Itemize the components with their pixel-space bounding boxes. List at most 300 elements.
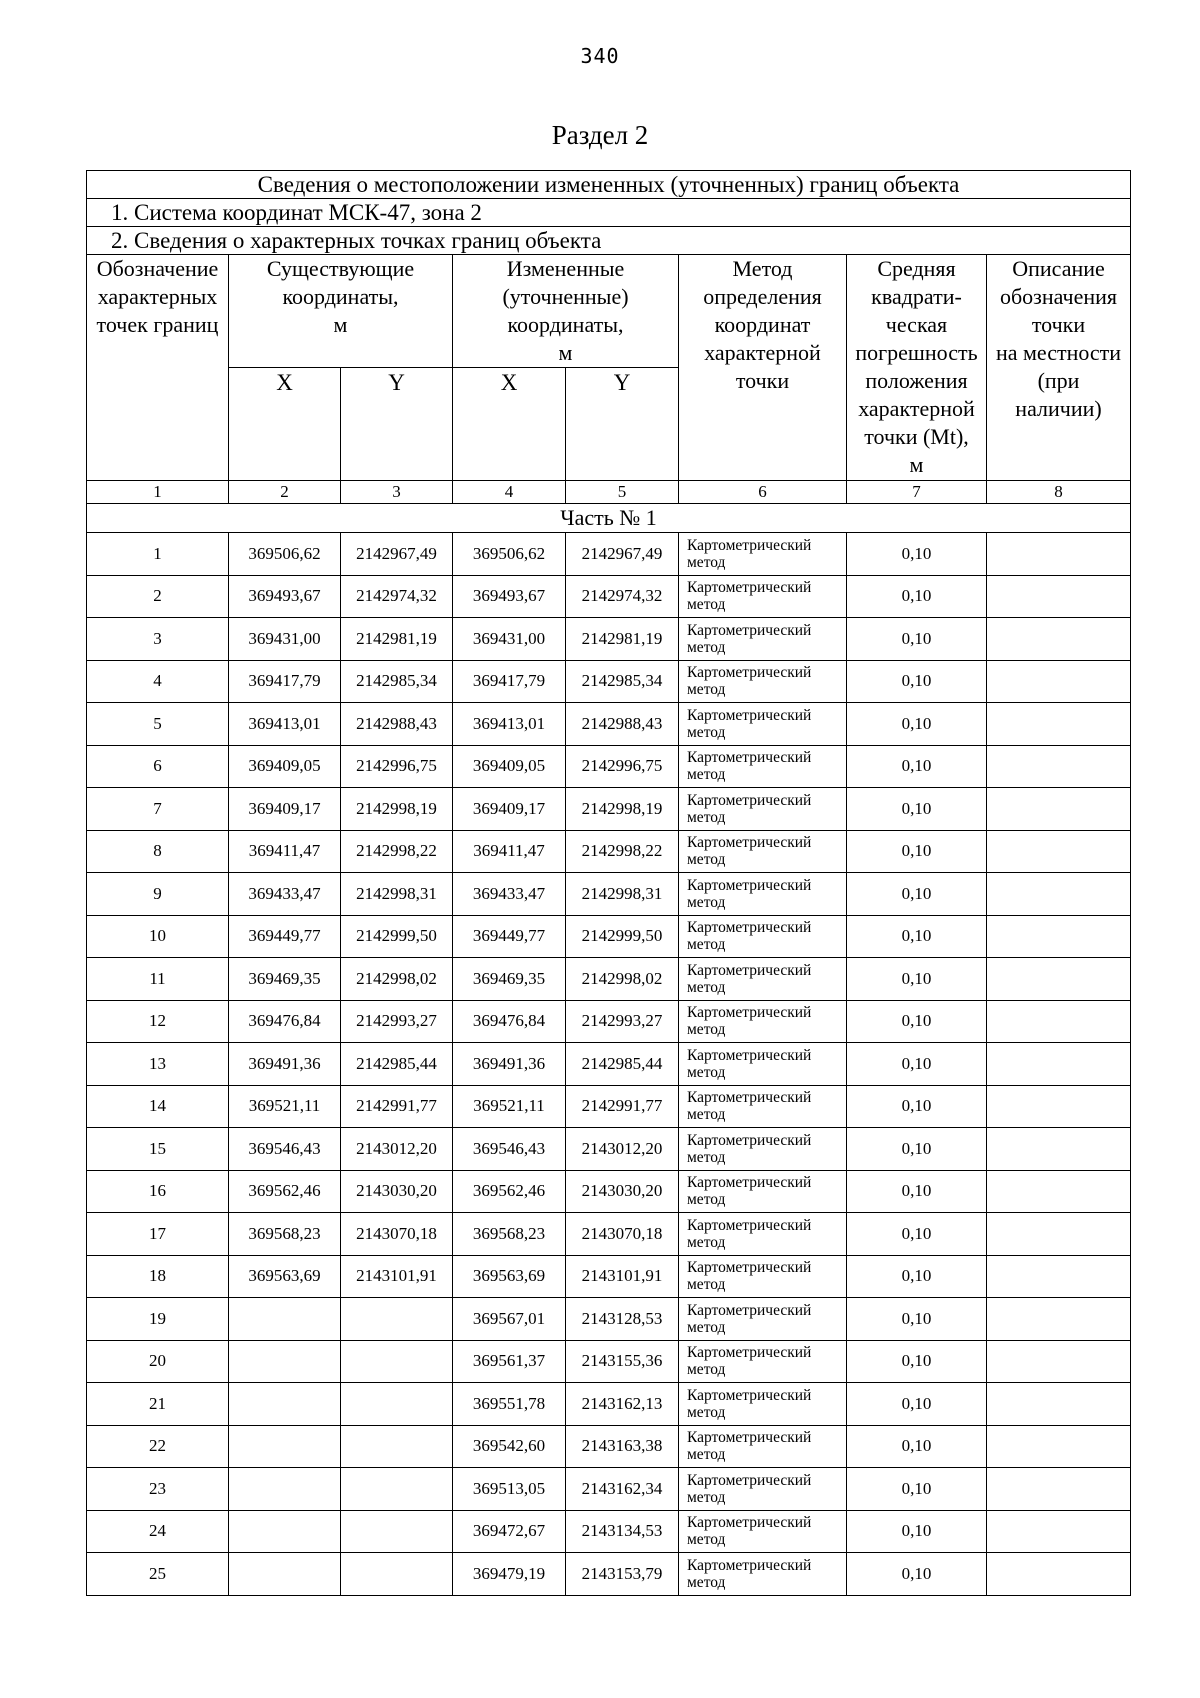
method-line: метод bbox=[687, 808, 726, 826]
page-number: 340 bbox=[580, 44, 620, 68]
header-line: Описание bbox=[1012, 256, 1105, 281]
existing-x-cell: 369546,43 bbox=[229, 1128, 341, 1171]
header-changed-coords bbox=[453, 255, 679, 368]
changed-y-cell: 2143162,34 bbox=[566, 1468, 679, 1511]
error-value-cell: 0,10 bbox=[847, 745, 987, 788]
changed-x-cell: 369561,37 bbox=[453, 1340, 566, 1383]
method-line: Картометрический bbox=[687, 664, 812, 682]
method-cell bbox=[679, 745, 847, 788]
method-cell bbox=[679, 618, 847, 661]
changed-y-cell: 2143128,53 bbox=[566, 1298, 679, 1341]
table-row bbox=[87, 1425, 1131, 1468]
header-designation bbox=[87, 255, 229, 481]
method-cell bbox=[679, 830, 847, 873]
error-value-cell: 0,10 bbox=[847, 660, 987, 703]
method-line: метод bbox=[687, 681, 726, 699]
changed-x-cell: 369472,67 bbox=[453, 1510, 566, 1553]
header-line: характерных bbox=[97, 284, 218, 309]
description-cell bbox=[987, 1000, 1131, 1043]
description-cell bbox=[987, 533, 1131, 576]
existing-y-cell: 2143012,20 bbox=[341, 1128, 453, 1171]
point-number-cell: 12 bbox=[87, 1000, 229, 1043]
method-cell bbox=[679, 703, 847, 746]
existing-y-cell: 2142993,27 bbox=[341, 1000, 453, 1043]
existing-y-cell: 2142985,44 bbox=[341, 1043, 453, 1086]
point-number-cell: 10 bbox=[87, 915, 229, 958]
method-line: Картометрический bbox=[687, 579, 812, 597]
existing-y-cell bbox=[341, 1425, 453, 1468]
header-method bbox=[679, 255, 847, 481]
existing-x-cell bbox=[229, 1468, 341, 1511]
header-line: погрешность bbox=[855, 340, 978, 365]
existing-x-cell bbox=[229, 1383, 341, 1426]
description-cell bbox=[987, 830, 1131, 873]
point-number-cell: 14 bbox=[87, 1085, 229, 1128]
description-cell bbox=[987, 1255, 1131, 1298]
method-cell bbox=[679, 873, 847, 916]
existing-y-cell bbox=[341, 1553, 453, 1596]
method-cell bbox=[679, 1383, 847, 1426]
existing-y-cell: 2142998,02 bbox=[341, 958, 453, 1001]
header-existing-coords bbox=[229, 255, 453, 368]
header-line: (уточненные) bbox=[502, 284, 629, 309]
point-number-cell: 13 bbox=[87, 1043, 229, 1086]
changed-y-cell: 2142998,02 bbox=[566, 958, 679, 1001]
error-value-cell: 0,10 bbox=[847, 618, 987, 661]
error-value-cell: 0,10 bbox=[847, 1510, 987, 1553]
existing-x-cell: 369562,46 bbox=[229, 1170, 341, 1213]
method-line: метод bbox=[687, 851, 726, 869]
point-number-cell: 18 bbox=[87, 1255, 229, 1298]
method-line: метод bbox=[687, 1488, 726, 1506]
method-line: Картометрический bbox=[687, 919, 812, 937]
point-number-cell: 21 bbox=[87, 1383, 229, 1426]
changed-x-cell: 369413,01 bbox=[453, 703, 566, 746]
coordinate-system-row: 1. Система координат МСК-47, зона 2 bbox=[87, 199, 1131, 227]
table-row bbox=[87, 873, 1131, 916]
header-line: Метод bbox=[732, 256, 793, 281]
point-number-cell: 2 bbox=[87, 575, 229, 618]
changed-y-cell: 2143030,20 bbox=[566, 1170, 679, 1213]
existing-x-cell: 369409,17 bbox=[229, 788, 341, 831]
method-line: Картометрический bbox=[687, 536, 812, 554]
changed-x-cell: 369417,79 bbox=[453, 660, 566, 703]
point-number-cell: 1 bbox=[87, 533, 229, 576]
method-line: метод bbox=[687, 1191, 726, 1209]
header-line: м bbox=[333, 312, 348, 337]
changed-x-cell: 369409,05 bbox=[453, 745, 566, 788]
table-row bbox=[87, 575, 1131, 618]
column-number: 4 bbox=[453, 481, 566, 504]
header-line: на местности bbox=[995, 340, 1122, 365]
header-line: Существующие bbox=[266, 256, 415, 281]
table-row bbox=[87, 1213, 1131, 1256]
description-cell bbox=[987, 915, 1131, 958]
point-number-cell: 16 bbox=[87, 1170, 229, 1213]
description-cell bbox=[987, 1298, 1131, 1341]
table-row bbox=[87, 1255, 1131, 1298]
table-row bbox=[87, 915, 1131, 958]
error-value-cell: 0,10 bbox=[847, 1298, 987, 1341]
description-cell bbox=[987, 745, 1131, 788]
changed-x-cell: 369493,67 bbox=[453, 575, 566, 618]
header-line: координаты, bbox=[507, 312, 624, 337]
method-line: метод bbox=[687, 1531, 726, 1549]
changed-y-cell: 2142993,27 bbox=[566, 1000, 679, 1043]
changed-y-cell: 2142981,19 bbox=[566, 618, 679, 661]
method-cell bbox=[679, 1553, 847, 1596]
method-line: Картометрический bbox=[687, 1301, 812, 1319]
point-number-cell: 20 bbox=[87, 1340, 229, 1383]
method-cell bbox=[679, 1340, 847, 1383]
existing-x-cell: 369431,00 bbox=[229, 618, 341, 661]
changed-x-cell: 369513,05 bbox=[453, 1468, 566, 1511]
error-value-cell: 0,10 bbox=[847, 1553, 987, 1596]
method-line: Картометрический bbox=[687, 961, 812, 979]
changed-y-cell: 2142996,75 bbox=[566, 745, 679, 788]
coordinates-table bbox=[86, 170, 1131, 1596]
changed-x-cell: 369506,62 bbox=[453, 533, 566, 576]
error-value-cell: 0,10 bbox=[847, 1000, 987, 1043]
changed-y-cell: 2143070,18 bbox=[566, 1213, 679, 1256]
changed-x-cell: 369521,11 bbox=[453, 1085, 566, 1128]
changed-x-cell: 369567,01 bbox=[453, 1298, 566, 1341]
method-line: метод bbox=[687, 1573, 726, 1591]
existing-x-cell: 369417,79 bbox=[229, 660, 341, 703]
table-row bbox=[87, 1085, 1131, 1128]
existing-x-cell: 369563,69 bbox=[229, 1255, 341, 1298]
point-number-cell: 23 bbox=[87, 1468, 229, 1511]
point-number-cell: 5 bbox=[87, 703, 229, 746]
changed-x-cell: 369542,60 bbox=[453, 1425, 566, 1468]
method-line: метод bbox=[687, 1276, 726, 1294]
changed-y-cell: 2142988,43 bbox=[566, 703, 679, 746]
column-number: 6 bbox=[679, 481, 847, 504]
existing-y-cell bbox=[341, 1340, 453, 1383]
description-cell bbox=[987, 1510, 1131, 1553]
method-cell bbox=[679, 575, 847, 618]
method-line: метод bbox=[687, 1063, 726, 1081]
changed-y-cell: 2142998,22 bbox=[566, 830, 679, 873]
description-cell bbox=[987, 788, 1131, 831]
method-line: Картометрический bbox=[687, 1131, 812, 1149]
point-number-cell: 22 bbox=[87, 1425, 229, 1468]
column-number: 5 bbox=[566, 481, 679, 504]
changed-y-cell: 2143012,20 bbox=[566, 1128, 679, 1171]
header-line: ческая bbox=[885, 312, 948, 337]
existing-y-cell: 2142985,34 bbox=[341, 660, 453, 703]
point-number-cell: 15 bbox=[87, 1128, 229, 1171]
method-cell bbox=[679, 1468, 847, 1511]
method-line: Картометрический bbox=[687, 1344, 812, 1362]
method-line: Картометрический bbox=[687, 1429, 812, 1447]
existing-x-cell: 369411,47 bbox=[229, 830, 341, 873]
existing-x-cell: 369476,84 bbox=[229, 1000, 341, 1043]
changed-y-cell: 2142991,77 bbox=[566, 1085, 679, 1128]
existing-x-cell: 369506,62 bbox=[229, 533, 341, 576]
method-cell bbox=[679, 1425, 847, 1468]
error-value-cell: 0,10 bbox=[847, 915, 987, 958]
point-number-cell: 9 bbox=[87, 873, 229, 916]
error-value-cell: 0,10 bbox=[847, 873, 987, 916]
header-line: наличии) bbox=[1015, 396, 1102, 421]
existing-x-cell: 369568,23 bbox=[229, 1213, 341, 1256]
existing-x-cell bbox=[229, 1510, 341, 1553]
method-line: метод bbox=[687, 1106, 726, 1124]
error-value-cell: 0,10 bbox=[847, 1043, 987, 1086]
header-line: координат bbox=[714, 312, 811, 337]
header-changed-y: Y bbox=[566, 368, 679, 481]
changed-x-cell: 369491,36 bbox=[453, 1043, 566, 1086]
description-cell bbox=[987, 873, 1131, 916]
header-error bbox=[847, 255, 987, 481]
point-number-cell: 3 bbox=[87, 618, 229, 661]
existing-y-cell bbox=[341, 1468, 453, 1511]
changed-y-cell: 2143155,36 bbox=[566, 1340, 679, 1383]
method-cell bbox=[679, 958, 847, 1001]
description-cell bbox=[987, 618, 1131, 661]
header-line: точки (Mt), bbox=[864, 424, 969, 449]
header-line: м bbox=[909, 452, 924, 477]
table-row bbox=[87, 703, 1131, 746]
method-cell bbox=[679, 1085, 847, 1128]
description-cell bbox=[987, 1425, 1131, 1468]
description-cell bbox=[987, 575, 1131, 618]
header-line: характерной bbox=[858, 396, 975, 421]
method-line: метод bbox=[687, 1446, 726, 1464]
error-value-cell: 0,10 bbox=[847, 1085, 987, 1128]
method-line: Картометрический bbox=[687, 834, 812, 852]
description-cell bbox=[987, 1043, 1131, 1086]
changed-x-cell: 369449,77 bbox=[453, 915, 566, 958]
existing-x-cell bbox=[229, 1553, 341, 1596]
existing-y-cell: 2142967,49 bbox=[341, 533, 453, 576]
error-value-cell: 0,10 bbox=[847, 1340, 987, 1383]
method-line: Картометрический bbox=[687, 876, 812, 894]
point-number-cell: 8 bbox=[87, 830, 229, 873]
existing-x-cell bbox=[229, 1340, 341, 1383]
header-line: определения bbox=[703, 284, 822, 309]
existing-x-cell: 369449,77 bbox=[229, 915, 341, 958]
changed-y-cell: 2142985,44 bbox=[566, 1043, 679, 1086]
changed-y-cell: 2142999,50 bbox=[566, 915, 679, 958]
description-cell bbox=[987, 1128, 1131, 1171]
table-row bbox=[87, 745, 1131, 788]
changed-y-cell: 2143134,53 bbox=[566, 1510, 679, 1553]
existing-x-cell bbox=[229, 1425, 341, 1468]
header-existing-y: Y bbox=[341, 368, 453, 481]
method-line: Картометрический bbox=[687, 1514, 812, 1532]
header-line: Измененные bbox=[506, 256, 625, 281]
error-value-cell: 0,10 bbox=[847, 1468, 987, 1511]
existing-x-cell: 369491,36 bbox=[229, 1043, 341, 1086]
header-line: Средняя bbox=[877, 256, 956, 281]
description-cell bbox=[987, 1553, 1131, 1596]
method-cell bbox=[679, 1213, 847, 1256]
method-line: метод bbox=[687, 553, 726, 571]
header-line: положения bbox=[865, 368, 968, 393]
error-value-cell: 0,10 bbox=[847, 1255, 987, 1298]
method-line: Картометрический bbox=[687, 1471, 812, 1489]
error-value-cell: 0,10 bbox=[847, 533, 987, 576]
changed-y-cell: 2143153,79 bbox=[566, 1553, 679, 1596]
existing-y-cell bbox=[341, 1510, 453, 1553]
header-line: квадрати- bbox=[871, 284, 962, 309]
table-row bbox=[87, 1510, 1131, 1553]
header-line: (при bbox=[1037, 368, 1080, 393]
method-line: Картометрический bbox=[687, 706, 812, 724]
point-number-cell: 7 bbox=[87, 788, 229, 831]
table-row bbox=[87, 788, 1131, 831]
table-row bbox=[87, 1468, 1131, 1511]
description-cell bbox=[987, 1213, 1131, 1256]
method-line: метод bbox=[687, 1148, 726, 1166]
method-line: Картометрический bbox=[687, 1556, 812, 1574]
method-cell bbox=[679, 1000, 847, 1043]
method-line: метод bbox=[687, 978, 726, 996]
error-value-cell: 0,10 bbox=[847, 575, 987, 618]
method-cell bbox=[679, 1170, 847, 1213]
existing-x-cell: 369521,11 bbox=[229, 1085, 341, 1128]
method-line: метод bbox=[687, 723, 726, 741]
table-title: Сведения о местоположении измененных (уточненных) границ объекта bbox=[87, 171, 1131, 199]
method-cell bbox=[679, 533, 847, 576]
header-changed-x: X bbox=[453, 368, 566, 481]
column-number: 7 bbox=[847, 481, 987, 504]
table-row bbox=[87, 958, 1131, 1001]
header-line: Обозначение bbox=[96, 256, 219, 281]
description-cell bbox=[987, 958, 1131, 1001]
method-line: метод bbox=[687, 766, 726, 784]
column-number: 1 bbox=[87, 481, 229, 504]
method-cell bbox=[679, 1510, 847, 1553]
method-cell bbox=[679, 788, 847, 831]
changed-x-cell: 369563,69 bbox=[453, 1255, 566, 1298]
header-line: точки bbox=[1031, 312, 1086, 337]
changed-x-cell: 369433,47 bbox=[453, 873, 566, 916]
point-number-cell: 6 bbox=[87, 745, 229, 788]
column-number: 2 bbox=[229, 481, 341, 504]
description-cell bbox=[987, 660, 1131, 703]
existing-y-cell: 2143101,91 bbox=[341, 1255, 453, 1298]
changed-y-cell: 2142998,31 bbox=[566, 873, 679, 916]
table-row bbox=[87, 1383, 1131, 1426]
method-line: метод bbox=[687, 1361, 726, 1379]
description-cell bbox=[987, 1170, 1131, 1213]
existing-x-cell: 369409,05 bbox=[229, 745, 341, 788]
method-line: Картометрический bbox=[687, 1089, 812, 1107]
point-number-cell: 17 bbox=[87, 1213, 229, 1256]
method-line: Картометрический bbox=[687, 621, 812, 639]
changed-y-cell: 2142967,49 bbox=[566, 533, 679, 576]
table-row bbox=[87, 1000, 1131, 1043]
existing-y-cell: 2143030,20 bbox=[341, 1170, 453, 1213]
method-line: метод bbox=[687, 936, 726, 954]
point-number-cell: 24 bbox=[87, 1510, 229, 1553]
method-line: Картометрический bbox=[687, 1046, 812, 1064]
method-cell bbox=[679, 1255, 847, 1298]
changed-y-cell: 2143163,38 bbox=[566, 1425, 679, 1468]
error-value-cell: 0,10 bbox=[847, 1383, 987, 1426]
existing-x-cell: 369433,47 bbox=[229, 873, 341, 916]
table-row bbox=[87, 1170, 1131, 1213]
changed-x-cell: 369411,47 bbox=[453, 830, 566, 873]
existing-y-cell: 2142998,22 bbox=[341, 830, 453, 873]
existing-y-cell: 2142981,19 bbox=[341, 618, 453, 661]
existing-y-cell: 2142991,77 bbox=[341, 1085, 453, 1128]
header-existing-x: X bbox=[229, 368, 341, 481]
method-line: Картометрический bbox=[687, 1174, 812, 1192]
point-number-cell: 4 bbox=[87, 660, 229, 703]
method-line: метод bbox=[687, 596, 726, 614]
changed-x-cell: 369562,46 bbox=[453, 1170, 566, 1213]
method-line: метод bbox=[687, 638, 726, 656]
method-line: метод bbox=[687, 1021, 726, 1039]
method-cell bbox=[679, 660, 847, 703]
changed-y-cell: 2143162,13 bbox=[566, 1383, 679, 1426]
table-row bbox=[87, 830, 1131, 873]
table-row bbox=[87, 1128, 1131, 1171]
error-value-cell: 0,10 bbox=[847, 1425, 987, 1468]
error-value-cell: 0,10 bbox=[847, 703, 987, 746]
method-line: Картометрический bbox=[687, 1216, 812, 1234]
part-label: Часть № 1 bbox=[87, 504, 1131, 533]
method-line: Картометрический bbox=[687, 1386, 812, 1404]
existing-x-cell bbox=[229, 1298, 341, 1341]
table-row bbox=[87, 1553, 1131, 1596]
method-line: метод bbox=[687, 1403, 726, 1421]
error-value-cell: 0,10 bbox=[847, 958, 987, 1001]
changed-x-cell: 369469,35 bbox=[453, 958, 566, 1001]
method-line: Картометрический bbox=[687, 791, 812, 809]
table-row bbox=[87, 660, 1131, 703]
column-number: 3 bbox=[341, 481, 453, 504]
changed-y-cell: 2142974,32 bbox=[566, 575, 679, 618]
method-cell bbox=[679, 915, 847, 958]
changed-y-cell: 2142985,34 bbox=[566, 660, 679, 703]
method-line: метод bbox=[687, 1318, 726, 1336]
table-row bbox=[87, 618, 1131, 661]
existing-y-cell: 2143070,18 bbox=[341, 1213, 453, 1256]
point-number-cell: 11 bbox=[87, 958, 229, 1001]
method-line: метод bbox=[687, 1233, 726, 1251]
existing-y-cell: 2142998,31 bbox=[341, 873, 453, 916]
method-line: Картометрический bbox=[687, 749, 812, 767]
description-cell bbox=[987, 1340, 1131, 1383]
existing-x-cell: 369469,35 bbox=[229, 958, 341, 1001]
error-value-cell: 0,10 bbox=[847, 788, 987, 831]
method-line: Картометрический bbox=[687, 1259, 812, 1277]
changed-x-cell: 369479,19 bbox=[453, 1553, 566, 1596]
existing-y-cell bbox=[341, 1298, 453, 1341]
existing-y-cell: 2142974,32 bbox=[341, 575, 453, 618]
header-line: точек границ bbox=[96, 312, 219, 337]
existing-y-cell: 2142999,50 bbox=[341, 915, 453, 958]
error-value-cell: 0,10 bbox=[847, 1170, 987, 1213]
existing-y-cell bbox=[341, 1383, 453, 1426]
error-value-cell: 0,10 bbox=[847, 1128, 987, 1171]
changed-x-cell: 369568,23 bbox=[453, 1213, 566, 1256]
method-cell bbox=[679, 1128, 847, 1171]
error-value-cell: 0,10 bbox=[847, 1213, 987, 1256]
header-line: обозначения bbox=[999, 284, 1118, 309]
table-row bbox=[87, 533, 1131, 576]
description-cell bbox=[987, 1085, 1131, 1128]
error-value-cell: 0,10 bbox=[847, 830, 987, 873]
description-cell bbox=[987, 1383, 1131, 1426]
header-line: точки bbox=[735, 368, 790, 393]
header-line: характерной bbox=[704, 340, 821, 365]
